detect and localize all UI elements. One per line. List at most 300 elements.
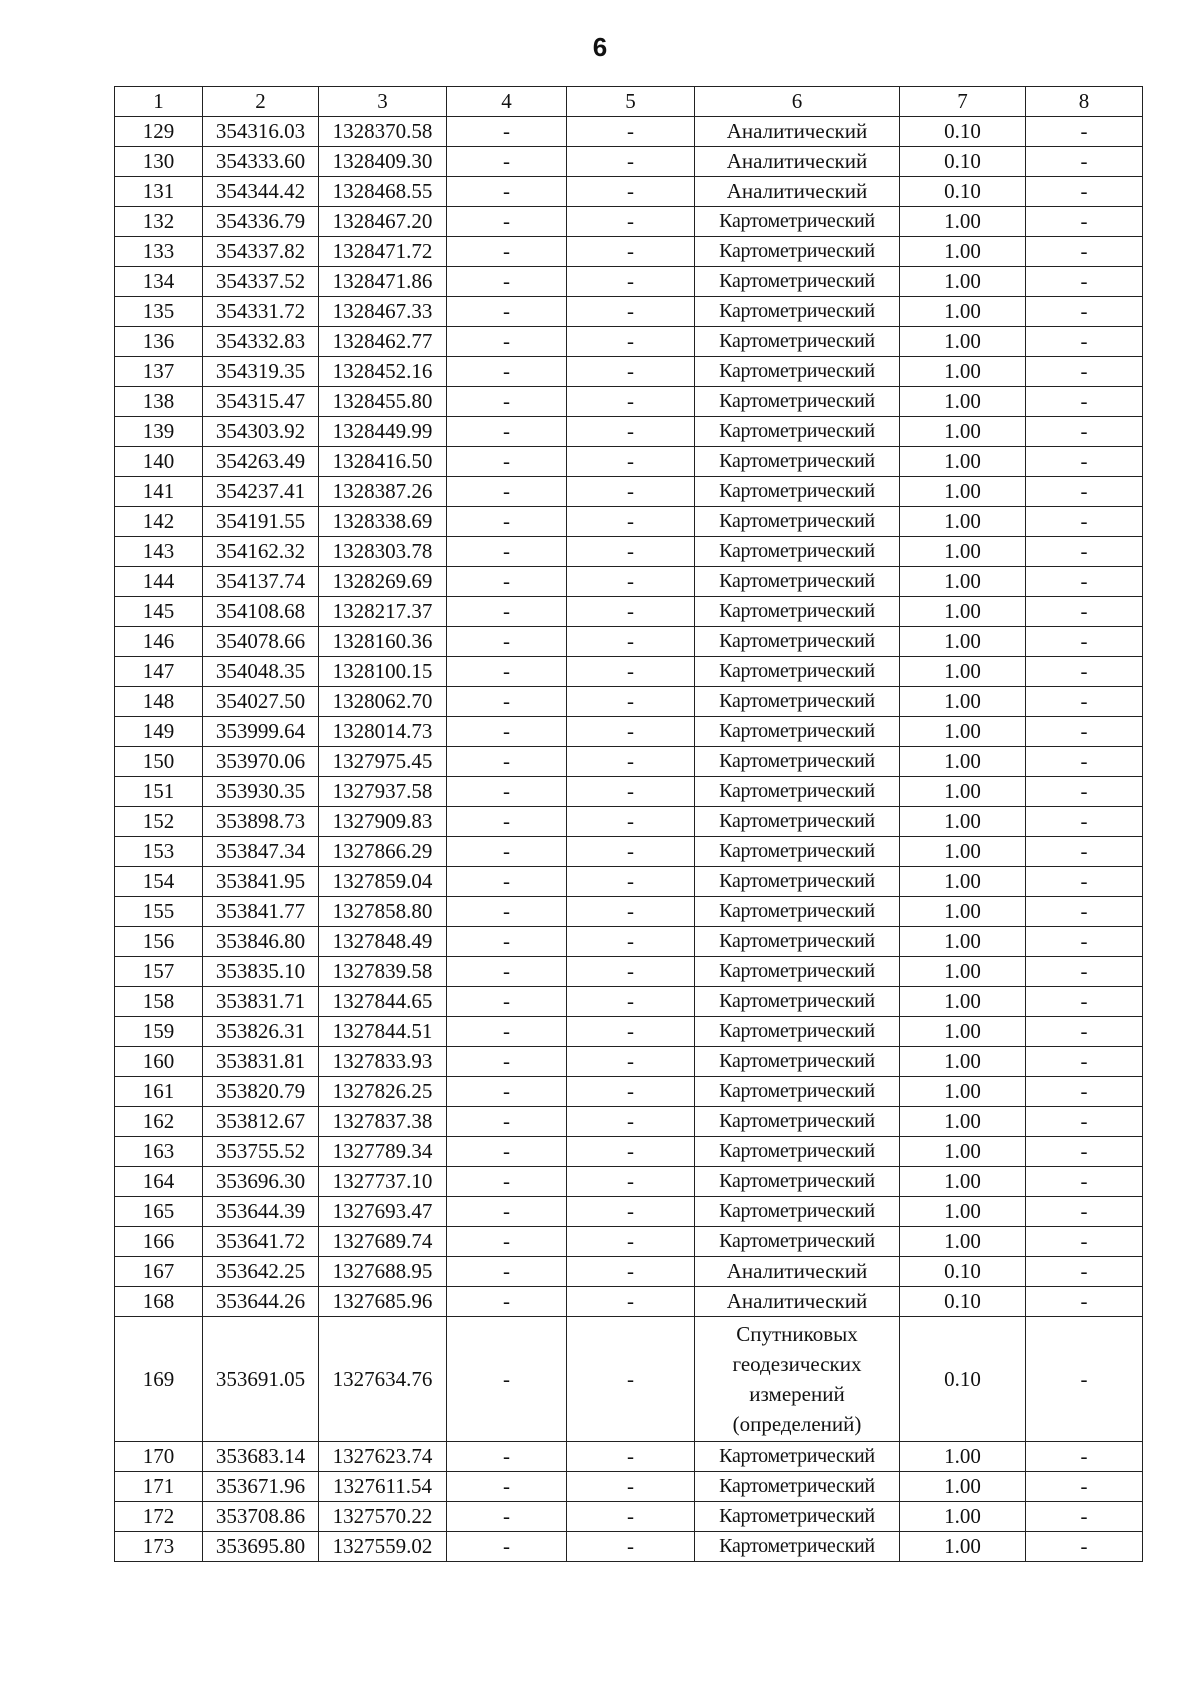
y-coordinate-cell: 1327937.58 bbox=[319, 777, 447, 807]
column-5-cell: - bbox=[567, 507, 695, 537]
column-4-cell: - bbox=[447, 417, 567, 447]
table-row bbox=[115, 807, 1143, 837]
column-4-cell: - bbox=[447, 627, 567, 657]
column-8-cell: - bbox=[1026, 1287, 1143, 1317]
y-coordinate-cell: 1327685.96 bbox=[319, 1287, 447, 1317]
table-row bbox=[115, 1197, 1143, 1227]
table-row bbox=[115, 567, 1143, 597]
column-8-cell: - bbox=[1026, 1167, 1143, 1197]
point-number-cell: 131 bbox=[115, 177, 203, 207]
method-cell: Аналитический bbox=[695, 117, 900, 147]
precision-cell: 1.00 bbox=[900, 957, 1026, 987]
column-5-cell: - bbox=[567, 1077, 695, 1107]
column-5-cell: - bbox=[567, 1107, 695, 1137]
precision-cell: 1.00 bbox=[900, 237, 1026, 267]
column-5-cell: - bbox=[567, 1257, 695, 1287]
column-5-cell: - bbox=[567, 867, 695, 897]
point-number-cell: 163 bbox=[115, 1137, 203, 1167]
x-coordinate-cell: 353708.86 bbox=[203, 1502, 319, 1532]
column-8-cell: - bbox=[1026, 1077, 1143, 1107]
column-8-cell: - bbox=[1026, 837, 1143, 867]
column-8-cell: - bbox=[1026, 387, 1143, 417]
precision-cell: 0.10 bbox=[900, 1257, 1026, 1287]
column-8-cell: - bbox=[1026, 417, 1143, 447]
column-5-cell: - bbox=[567, 627, 695, 657]
table-row bbox=[115, 1047, 1143, 1077]
x-coordinate-cell: 353826.31 bbox=[203, 1017, 319, 1047]
x-coordinate-cell: 353835.10 bbox=[203, 957, 319, 987]
x-coordinate-cell: 353820.79 bbox=[203, 1077, 319, 1107]
y-coordinate-cell: 1328471.72 bbox=[319, 237, 447, 267]
column-5-cell: - bbox=[567, 357, 695, 387]
point-number-cell: 148 bbox=[115, 687, 203, 717]
column-5-cell: - bbox=[567, 417, 695, 447]
table-row bbox=[115, 1472, 1143, 1502]
y-coordinate-cell: 1327859.04 bbox=[319, 867, 447, 897]
column-8-cell: - bbox=[1026, 687, 1143, 717]
table-row bbox=[115, 477, 1143, 507]
column-8-cell: - bbox=[1026, 1472, 1143, 1502]
column-8-cell: - bbox=[1026, 147, 1143, 177]
column-5-cell: - bbox=[567, 927, 695, 957]
method-cell: Картометрический bbox=[695, 237, 900, 267]
column-8-cell: - bbox=[1026, 267, 1143, 297]
y-coordinate-cell: 1327848.49 bbox=[319, 927, 447, 957]
header-row bbox=[115, 87, 1143, 117]
y-coordinate-cell: 1327837.38 bbox=[319, 1107, 447, 1137]
column-4-cell: - bbox=[447, 807, 567, 837]
column-8-cell: - bbox=[1026, 567, 1143, 597]
column-8-cell: - bbox=[1026, 987, 1143, 1017]
column-4-cell: - bbox=[447, 147, 567, 177]
precision-cell: 1.00 bbox=[900, 837, 1026, 867]
column-8-cell: - bbox=[1026, 957, 1143, 987]
column-8-cell: - bbox=[1026, 1017, 1143, 1047]
table-row bbox=[115, 1227, 1143, 1257]
point-number-cell: 172 bbox=[115, 1502, 203, 1532]
x-coordinate-cell: 353930.35 bbox=[203, 777, 319, 807]
column-4-cell: - bbox=[447, 1107, 567, 1137]
column-4-cell: - bbox=[447, 1137, 567, 1167]
y-coordinate-cell: 1327689.74 bbox=[319, 1227, 447, 1257]
table-row bbox=[115, 837, 1143, 867]
y-coordinate-cell: 1327844.51 bbox=[319, 1017, 447, 1047]
table-row bbox=[115, 537, 1143, 567]
table-row bbox=[115, 1442, 1143, 1472]
method-cell: Картометрический bbox=[695, 207, 900, 237]
column-8-cell: - bbox=[1026, 627, 1143, 657]
column-8-cell: - bbox=[1026, 807, 1143, 837]
x-coordinate-cell: 354316.03 bbox=[203, 117, 319, 147]
y-coordinate-cell: 1328217.37 bbox=[319, 597, 447, 627]
table-row bbox=[115, 147, 1143, 177]
precision-cell: 1.00 bbox=[900, 1442, 1026, 1472]
column-8-cell: - bbox=[1026, 1197, 1143, 1227]
column-8-cell: - bbox=[1026, 597, 1143, 627]
precision-cell: 1.00 bbox=[900, 627, 1026, 657]
column-4-cell: - bbox=[447, 987, 567, 1017]
point-number-cell: 171 bbox=[115, 1472, 203, 1502]
y-coordinate-cell: 1327623.74 bbox=[319, 1442, 447, 1472]
x-coordinate-cell: 354303.92 bbox=[203, 417, 319, 447]
method-cell: Картометрический bbox=[695, 1167, 900, 1197]
column-5-cell: - bbox=[567, 297, 695, 327]
table-row bbox=[115, 777, 1143, 807]
column-4-cell: - bbox=[447, 1167, 567, 1197]
point-number-cell: 156 bbox=[115, 927, 203, 957]
column-8-cell: - bbox=[1026, 177, 1143, 207]
x-coordinate-cell: 354191.55 bbox=[203, 507, 319, 537]
precision-cell: 1.00 bbox=[900, 1137, 1026, 1167]
precision-cell: 1.00 bbox=[900, 567, 1026, 597]
point-number-cell: 142 bbox=[115, 507, 203, 537]
point-number-cell: 136 bbox=[115, 327, 203, 357]
x-coordinate-cell: 354027.50 bbox=[203, 687, 319, 717]
column-5-cell: - bbox=[567, 1227, 695, 1257]
column-8-cell: - bbox=[1026, 357, 1143, 387]
method-cell: Картометрический bbox=[695, 927, 900, 957]
point-number-cell: 141 bbox=[115, 477, 203, 507]
column-4-cell: - bbox=[447, 747, 567, 777]
method-cell: Картометрический bbox=[695, 717, 900, 747]
x-coordinate-cell: 353642.25 bbox=[203, 1257, 319, 1287]
point-number-cell: 146 bbox=[115, 627, 203, 657]
precision-cell: 1.00 bbox=[900, 927, 1026, 957]
method-cell: Картометрический bbox=[695, 1077, 900, 1107]
precision-cell: 1.00 bbox=[900, 807, 1026, 837]
method-cell: Картометрический bbox=[695, 477, 900, 507]
precision-cell: 1.00 bbox=[900, 477, 1026, 507]
column-5-cell: - bbox=[567, 567, 695, 597]
method-cell: Картометрический bbox=[695, 1472, 900, 1502]
x-coordinate-cell: 354319.35 bbox=[203, 357, 319, 387]
x-coordinate-cell: 353841.95 bbox=[203, 867, 319, 897]
point-number-cell: 164 bbox=[115, 1167, 203, 1197]
column-8-cell: - bbox=[1026, 1137, 1143, 1167]
point-number-cell: 133 bbox=[115, 237, 203, 267]
column-5-cell: - bbox=[567, 1317, 695, 1442]
precision-cell: 1.00 bbox=[900, 777, 1026, 807]
table-row bbox=[115, 1137, 1143, 1167]
method-cell: Картометрический bbox=[695, 747, 900, 777]
column-5-cell: - bbox=[567, 1442, 695, 1472]
column-4-cell: - bbox=[447, 177, 567, 207]
x-coordinate-cell: 354162.32 bbox=[203, 537, 319, 567]
column-4-cell: - bbox=[447, 327, 567, 357]
column-8-cell: - bbox=[1026, 297, 1143, 327]
y-coordinate-cell: 1328303.78 bbox=[319, 537, 447, 567]
x-coordinate-cell: 354331.72 bbox=[203, 297, 319, 327]
method-cell: Картометрический bbox=[695, 327, 900, 357]
precision-cell: 1.00 bbox=[900, 657, 1026, 687]
point-number-cell: 168 bbox=[115, 1287, 203, 1317]
x-coordinate-cell: 353831.81 bbox=[203, 1047, 319, 1077]
column-5-cell: - bbox=[567, 597, 695, 627]
column-8-cell: - bbox=[1026, 1047, 1143, 1077]
point-number-cell: 160 bbox=[115, 1047, 203, 1077]
table-row bbox=[115, 207, 1143, 237]
method-cell: Картометрический bbox=[695, 1227, 900, 1257]
column-5-cell: - bbox=[567, 1197, 695, 1227]
method-cell: Картометрический bbox=[695, 297, 900, 327]
column-5-cell: - bbox=[567, 147, 695, 177]
column-4-cell: - bbox=[447, 1197, 567, 1227]
method-cell: Картометрический bbox=[695, 1047, 900, 1077]
header-cell: 2 bbox=[203, 87, 319, 117]
column-5-cell: - bbox=[567, 1017, 695, 1047]
y-coordinate-cell: 1328462.77 bbox=[319, 327, 447, 357]
column-8-cell: - bbox=[1026, 327, 1143, 357]
table-row bbox=[115, 747, 1143, 777]
y-coordinate-cell: 1328387.26 bbox=[319, 477, 447, 507]
x-coordinate-cell: 354048.35 bbox=[203, 657, 319, 687]
column-8-cell: - bbox=[1026, 1317, 1143, 1442]
method-cell: Картометрический bbox=[695, 837, 900, 867]
point-number-cell: 162 bbox=[115, 1107, 203, 1137]
point-number-cell: 161 bbox=[115, 1077, 203, 1107]
point-number-cell: 157 bbox=[115, 957, 203, 987]
column-4-cell: - bbox=[447, 957, 567, 987]
column-8-cell: - bbox=[1026, 1532, 1143, 1562]
point-number-cell: 135 bbox=[115, 297, 203, 327]
y-coordinate-cell: 1327826.25 bbox=[319, 1077, 447, 1107]
table-row bbox=[115, 1077, 1143, 1107]
column-8-cell: - bbox=[1026, 657, 1143, 687]
precision-cell: 1.00 bbox=[900, 987, 1026, 1017]
table-row bbox=[115, 1317, 1143, 1442]
table-row bbox=[115, 297, 1143, 327]
column-4-cell: - bbox=[447, 1532, 567, 1562]
precision-cell: 1.00 bbox=[900, 1017, 1026, 1047]
precision-cell: 1.00 bbox=[900, 1047, 1026, 1077]
point-number-cell: 158 bbox=[115, 987, 203, 1017]
x-coordinate-cell: 353812.67 bbox=[203, 1107, 319, 1137]
column-4-cell: - bbox=[447, 927, 567, 957]
y-coordinate-cell: 1327737.10 bbox=[319, 1167, 447, 1197]
table-row bbox=[115, 1502, 1143, 1532]
point-number-cell: 143 bbox=[115, 537, 203, 567]
method-cell: Картометрический bbox=[695, 387, 900, 417]
point-number-cell: 165 bbox=[115, 1197, 203, 1227]
column-5-cell: - bbox=[567, 387, 695, 417]
method-cell: Картометрический bbox=[695, 1197, 900, 1227]
table-row bbox=[115, 267, 1143, 297]
precision-cell: 1.00 bbox=[900, 207, 1026, 237]
table-row bbox=[115, 1107, 1143, 1137]
method-cell: Картометрический bbox=[695, 357, 900, 387]
precision-cell: 1.00 bbox=[900, 1502, 1026, 1532]
column-8-cell: - bbox=[1026, 1257, 1143, 1287]
column-8-cell: - bbox=[1026, 1227, 1143, 1257]
column-4-cell: - bbox=[447, 867, 567, 897]
x-coordinate-cell: 354333.60 bbox=[203, 147, 319, 177]
column-5-cell: - bbox=[567, 687, 695, 717]
point-number-cell: 159 bbox=[115, 1017, 203, 1047]
table-row bbox=[115, 657, 1143, 687]
column-5-cell: - bbox=[567, 1287, 695, 1317]
method-cell: Картометрический bbox=[695, 657, 900, 687]
column-4-cell: - bbox=[447, 117, 567, 147]
table-row bbox=[115, 237, 1143, 267]
column-8-cell: - bbox=[1026, 507, 1143, 537]
header-cell: 6 bbox=[695, 87, 900, 117]
y-coordinate-cell: 1327909.83 bbox=[319, 807, 447, 837]
precision-cell: 1.00 bbox=[900, 1107, 1026, 1137]
page-number: 6 bbox=[592, 32, 608, 62]
point-number-cell: 153 bbox=[115, 837, 203, 867]
precision-cell: 1.00 bbox=[900, 717, 1026, 747]
method-cell: Картометрический bbox=[695, 627, 900, 657]
precision-cell: 1.00 bbox=[900, 897, 1026, 927]
point-number-cell: 140 bbox=[115, 447, 203, 477]
table-row bbox=[115, 357, 1143, 387]
method-cell: Картометрический bbox=[695, 777, 900, 807]
point-number-cell: 151 bbox=[115, 777, 203, 807]
x-coordinate-cell: 353671.96 bbox=[203, 1472, 319, 1502]
table-row bbox=[115, 897, 1143, 927]
point-number-cell: 144 bbox=[115, 567, 203, 597]
x-coordinate-cell: 353841.77 bbox=[203, 897, 319, 927]
x-coordinate-cell: 354332.83 bbox=[203, 327, 319, 357]
precision-cell: 1.00 bbox=[900, 267, 1026, 297]
column-5-cell: - bbox=[567, 177, 695, 207]
column-5-cell: - bbox=[567, 117, 695, 147]
x-coordinate-cell: 354108.68 bbox=[203, 597, 319, 627]
column-8-cell: - bbox=[1026, 1442, 1143, 1472]
y-coordinate-cell: 1327570.22 bbox=[319, 1502, 447, 1532]
method-cell: Картометрический bbox=[695, 567, 900, 597]
column-4-cell: - bbox=[447, 897, 567, 927]
method-cell: Картометрический bbox=[695, 807, 900, 837]
column-8-cell: - bbox=[1026, 117, 1143, 147]
method-cell: Картометрический bbox=[695, 507, 900, 537]
point-number-cell: 147 bbox=[115, 657, 203, 687]
y-coordinate-cell: 1327839.58 bbox=[319, 957, 447, 987]
y-coordinate-cell: 1328370.58 bbox=[319, 117, 447, 147]
method-cell: Аналитический bbox=[695, 1257, 900, 1287]
precision-cell: 1.00 bbox=[900, 507, 1026, 537]
method-cell: Картометрический bbox=[695, 1532, 900, 1562]
method-cell: Спутниковых геодезических измерений (определений) bbox=[695, 1317, 900, 1442]
y-coordinate-cell: 1328338.69 bbox=[319, 507, 447, 537]
table-row bbox=[115, 867, 1143, 897]
y-coordinate-cell: 1328014.73 bbox=[319, 717, 447, 747]
column-8-cell: - bbox=[1026, 1107, 1143, 1137]
precision-cell: 1.00 bbox=[900, 447, 1026, 477]
column-8-cell: - bbox=[1026, 717, 1143, 747]
column-5-cell: - bbox=[567, 837, 695, 867]
method-cell: Картометрический bbox=[695, 417, 900, 447]
column-8-cell: - bbox=[1026, 537, 1143, 567]
point-number-cell: 152 bbox=[115, 807, 203, 837]
x-coordinate-cell: 353644.39 bbox=[203, 1197, 319, 1227]
y-coordinate-cell: 1328467.33 bbox=[319, 297, 447, 327]
precision-cell: 0.10 bbox=[900, 147, 1026, 177]
table-row bbox=[115, 1287, 1143, 1317]
point-number-cell: 170 bbox=[115, 1442, 203, 1472]
method-cell: Аналитический bbox=[695, 1287, 900, 1317]
precision-cell: 1.00 bbox=[900, 357, 1026, 387]
point-number-cell: 169 bbox=[115, 1317, 203, 1442]
column-5-cell: - bbox=[567, 537, 695, 567]
table-row bbox=[115, 1532, 1143, 1562]
column-4-cell: - bbox=[447, 537, 567, 567]
column-5-cell: - bbox=[567, 327, 695, 357]
y-coordinate-cell: 1328449.99 bbox=[319, 417, 447, 447]
column-4-cell: - bbox=[447, 237, 567, 267]
table-row bbox=[115, 327, 1143, 357]
point-number-cell: 137 bbox=[115, 357, 203, 387]
method-cell: Картометрический bbox=[695, 987, 900, 1017]
method-cell: Картометрический bbox=[695, 1107, 900, 1137]
y-coordinate-cell: 1327866.29 bbox=[319, 837, 447, 867]
point-number-cell: 173 bbox=[115, 1532, 203, 1562]
column-4-cell: - bbox=[447, 1047, 567, 1077]
point-number-cell: 149 bbox=[115, 717, 203, 747]
y-coordinate-cell: 1328269.69 bbox=[319, 567, 447, 597]
column-5-cell: - bbox=[567, 207, 695, 237]
column-4-cell: - bbox=[447, 447, 567, 477]
y-coordinate-cell: 1328160.36 bbox=[319, 627, 447, 657]
method-cell: Картометрический bbox=[695, 897, 900, 927]
y-coordinate-cell: 1327844.65 bbox=[319, 987, 447, 1017]
y-coordinate-cell: 1327559.02 bbox=[319, 1532, 447, 1562]
table-row bbox=[115, 1017, 1143, 1047]
precision-cell: 1.00 bbox=[900, 387, 1026, 417]
column-5-cell: - bbox=[567, 717, 695, 747]
y-coordinate-cell: 1328467.20 bbox=[319, 207, 447, 237]
y-coordinate-cell: 1327634.76 bbox=[319, 1317, 447, 1442]
method-cell: Картометрический bbox=[695, 687, 900, 717]
y-coordinate-cell: 1328452.16 bbox=[319, 357, 447, 387]
column-4-cell: - bbox=[447, 1287, 567, 1317]
y-coordinate-cell: 1327789.34 bbox=[319, 1137, 447, 1167]
y-coordinate-cell: 1328409.30 bbox=[319, 147, 447, 177]
x-coordinate-cell: 353641.72 bbox=[203, 1227, 319, 1257]
point-number-cell: 154 bbox=[115, 867, 203, 897]
point-number-cell: 150 bbox=[115, 747, 203, 777]
column-8-cell: - bbox=[1026, 777, 1143, 807]
column-8-cell: - bbox=[1026, 447, 1143, 477]
method-cell: Аналитический bbox=[695, 177, 900, 207]
x-coordinate-cell: 353683.14 bbox=[203, 1442, 319, 1472]
y-coordinate-cell: 1327858.80 bbox=[319, 897, 447, 927]
table-row bbox=[115, 927, 1143, 957]
precision-cell: 1.00 bbox=[900, 1227, 1026, 1257]
point-number-cell: 166 bbox=[115, 1227, 203, 1257]
column-5-cell: - bbox=[567, 957, 695, 987]
column-5-cell: - bbox=[567, 1047, 695, 1077]
x-coordinate-cell: 353695.80 bbox=[203, 1532, 319, 1562]
x-coordinate-cell: 354237.41 bbox=[203, 477, 319, 507]
precision-cell: 0.10 bbox=[900, 117, 1026, 147]
header-cell: 8 bbox=[1026, 87, 1143, 117]
table-body bbox=[115, 87, 1143, 1562]
point-number-cell: 155 bbox=[115, 897, 203, 927]
column-5-cell: - bbox=[567, 987, 695, 1017]
precision-cell: 1.00 bbox=[900, 1077, 1026, 1107]
coordinates-table bbox=[114, 86, 1143, 1562]
column-4-cell: - bbox=[447, 1257, 567, 1287]
column-4-cell: - bbox=[447, 1227, 567, 1257]
column-4-cell: - bbox=[447, 1017, 567, 1047]
precision-cell: 0.10 bbox=[900, 177, 1026, 207]
method-cell: Картометрический bbox=[695, 1502, 900, 1532]
x-coordinate-cell: 354315.47 bbox=[203, 387, 319, 417]
point-number-cell: 130 bbox=[115, 147, 203, 177]
precision-cell: 1.00 bbox=[900, 687, 1026, 717]
column-4-cell: - bbox=[447, 507, 567, 537]
